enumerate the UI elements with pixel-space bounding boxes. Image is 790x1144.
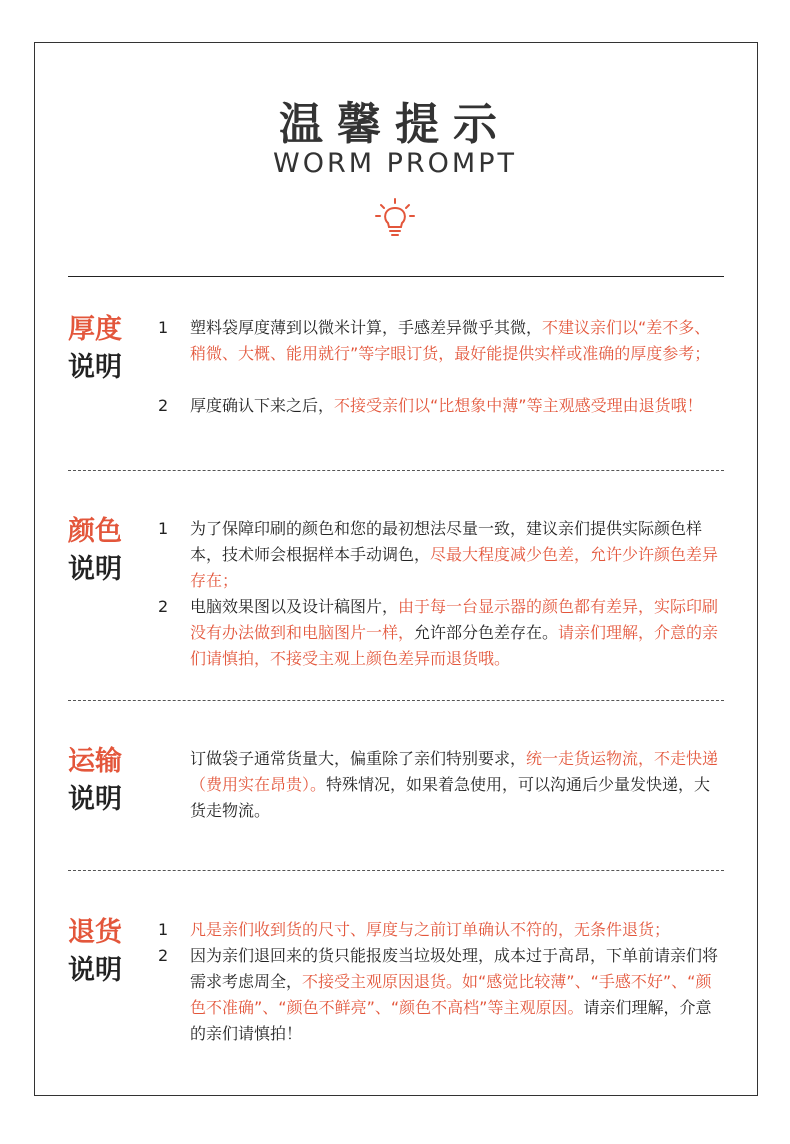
section-label-shipping: [68, 743, 138, 819]
section-label-bottom: 说明: [68, 352, 122, 383]
page-title: 温馨提示: [279, 99, 511, 150]
item-number: 2: [158, 597, 169, 616]
item-text: 因为亲们退回来的货只能报废当垃圾处理，成本过于高昂，下单前请亲们将需求考虑周全，不接受主观原因退货。如“感觉比较薄”、“手感不好”、“颜色不准确”、“颜色不鲜亮”、“颜色不高档”等主观原因。请亲们理解，介意的亲们请慎拍！: [190, 946, 719, 1043]
section-label-bottom: 说明: [68, 784, 122, 815]
item-text: 厚度确认下来之后，不接受亲们以“比想象中薄”等主观感受理由退货哦！: [190, 396, 703, 415]
lightbulb-icon: [373, 196, 417, 240]
item-number: 1: [158, 920, 169, 939]
section-label-top: 颜色: [68, 516, 122, 547]
item-number: 2: [158, 946, 169, 965]
section-label-bottom: 说明: [68, 554, 122, 585]
section-label-bottom: 说明: [68, 955, 122, 986]
section-label-return: [68, 914, 138, 990]
item-number: 1: [158, 318, 169, 337]
section-label-top: 厚度: [68, 314, 122, 345]
section-divider: [68, 700, 724, 701]
item-number: 1: [158, 519, 169, 538]
item-text: 为了保障印刷的颜色和您的最初想法尽量一致，建议亲们提供实际颜色样本，技术师会根据样本手动调色，尽最大程度减少色差，允许少许颜色差异存在；: [190, 519, 719, 590]
section-label-top: 退货: [68, 917, 122, 948]
item-text: 塑料袋厚度薄到以微米计算，手感差异微乎其微，不建议亲们以“差不多、稍微、大概、能用就行”等字眼订货，最好能提供实样或准确的厚度参考；: [190, 318, 711, 363]
item-text: 凡是亲们收到货的尺寸、厚度与之前订单确认不符的，无条件退货；: [190, 920, 671, 939]
section-label-top: 运输: [68, 746, 122, 777]
section-label-color: [68, 513, 138, 589]
page-subtitle: WORM PROMPT: [273, 148, 517, 179]
section-divider: [68, 470, 724, 471]
section-divider: [68, 870, 724, 871]
item-text: 电脑效果图以及设计稿图片，由于每一台显示器的颜色都有差异，实际印刷没有办法做到和电脑图片一样，允许部分色差存在。请亲们理解，介意的亲们请慎拍，不接受主观上颜色差异而退货哦。: [190, 597, 719, 668]
section-label-thickness: [68, 311, 138, 387]
item-text: 订做袋子通常货量大，偏重除了亲们特别要求，统一走货运物流，不走快递（费用实在昂贵）。特殊情况，如果着急使用，可以沟通后少量发快递，大货走物流。: [190, 749, 719, 820]
item-number: 2: [158, 396, 169, 415]
header-divider: [68, 276, 724, 277]
